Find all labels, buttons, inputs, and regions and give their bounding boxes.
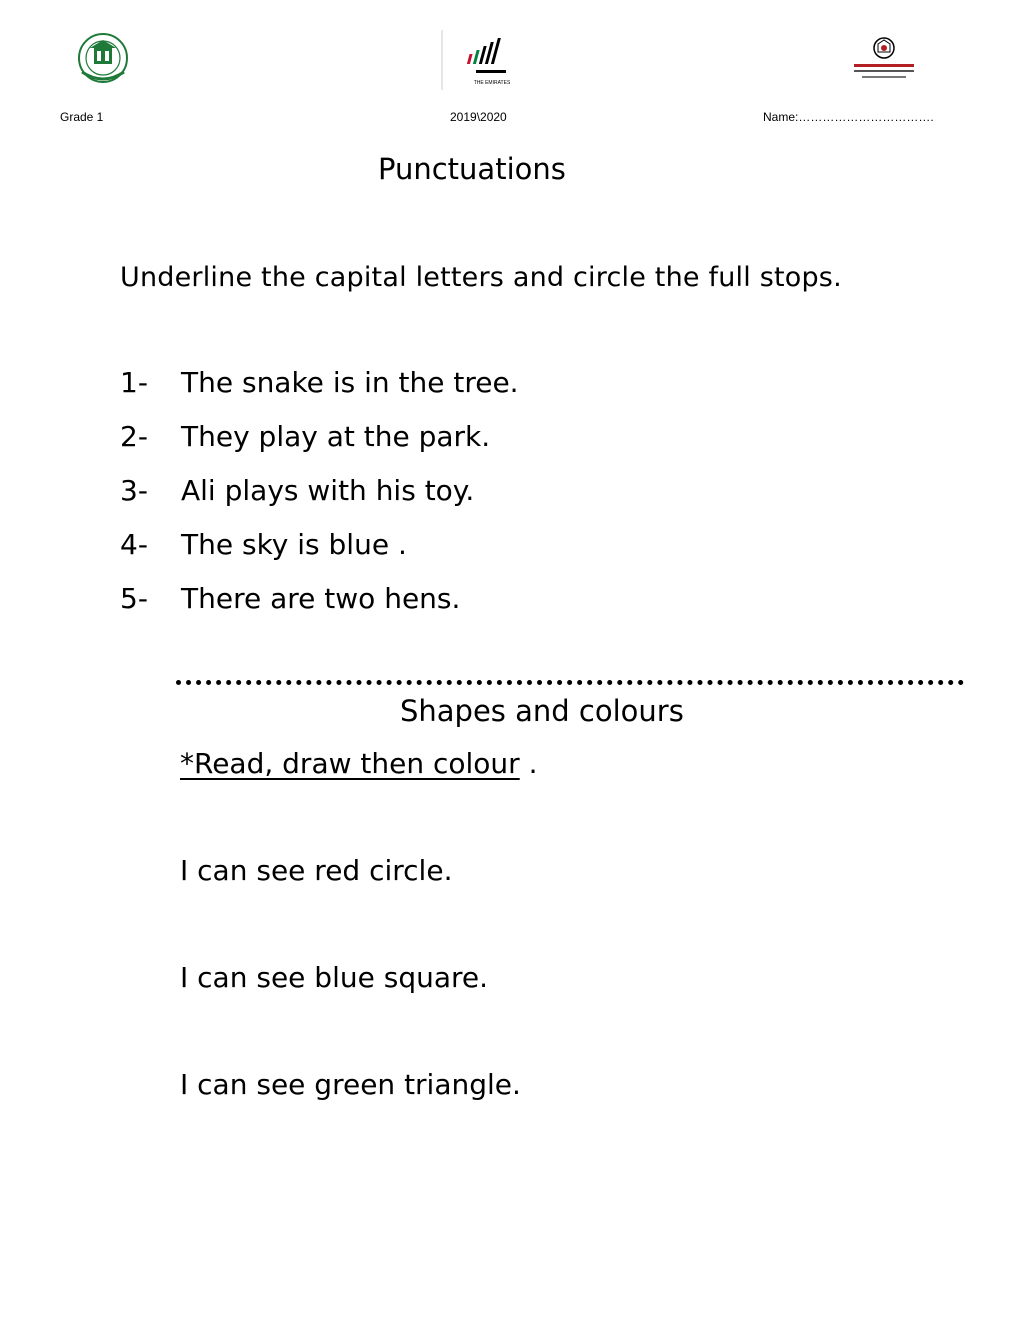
sentence-text: The snake is in the tree. xyxy=(181,366,519,399)
item-number: 3- xyxy=(120,474,148,507)
sentence-list xyxy=(120,366,519,636)
draw-instruction xyxy=(180,747,538,780)
list-item xyxy=(120,582,519,636)
emirates-logo-text: THE EMIRATES xyxy=(473,80,511,86)
item-number: 1- xyxy=(120,366,148,399)
item-number: 5- xyxy=(120,582,148,615)
list-item xyxy=(120,528,519,582)
draw-prompt-green-triangle: I can see green triangle. xyxy=(180,1068,521,1101)
list-item xyxy=(120,420,519,474)
draw-prompt-red-circle: I can see red circle. xyxy=(180,854,453,887)
dotted-divider xyxy=(176,680,964,685)
sentence-text: Ali plays with his toy. xyxy=(181,474,475,507)
school-emblem-logo xyxy=(68,30,138,90)
sentence-text: The sky is blue . xyxy=(181,528,407,561)
item-number: 4- xyxy=(120,528,148,561)
school-year-label: 2019\2020 xyxy=(450,110,507,124)
draw-instruction-tail: . xyxy=(519,747,538,780)
list-item xyxy=(120,474,519,528)
sentence-text: They play at the park. xyxy=(181,420,491,453)
the-emirates-logo xyxy=(440,30,530,92)
item-number: 2- xyxy=(120,420,148,453)
page-title: Punctuations xyxy=(378,152,566,186)
draw-prompt-blue-square: I can see blue square. xyxy=(180,961,489,994)
sentence-text: There are two hens. xyxy=(181,582,461,615)
education-department-emblem-logo xyxy=(848,36,920,86)
draw-instruction-underlined: *Read, draw then colour xyxy=(180,747,520,780)
section-title: Shapes and colours xyxy=(400,694,684,728)
list-item xyxy=(120,366,519,420)
name-field: Name:……………………………. xyxy=(763,110,934,124)
grade-label: Grade 1 xyxy=(60,110,104,124)
instruction-text: Underline the capital letters and circle the full stops. xyxy=(120,262,842,293)
